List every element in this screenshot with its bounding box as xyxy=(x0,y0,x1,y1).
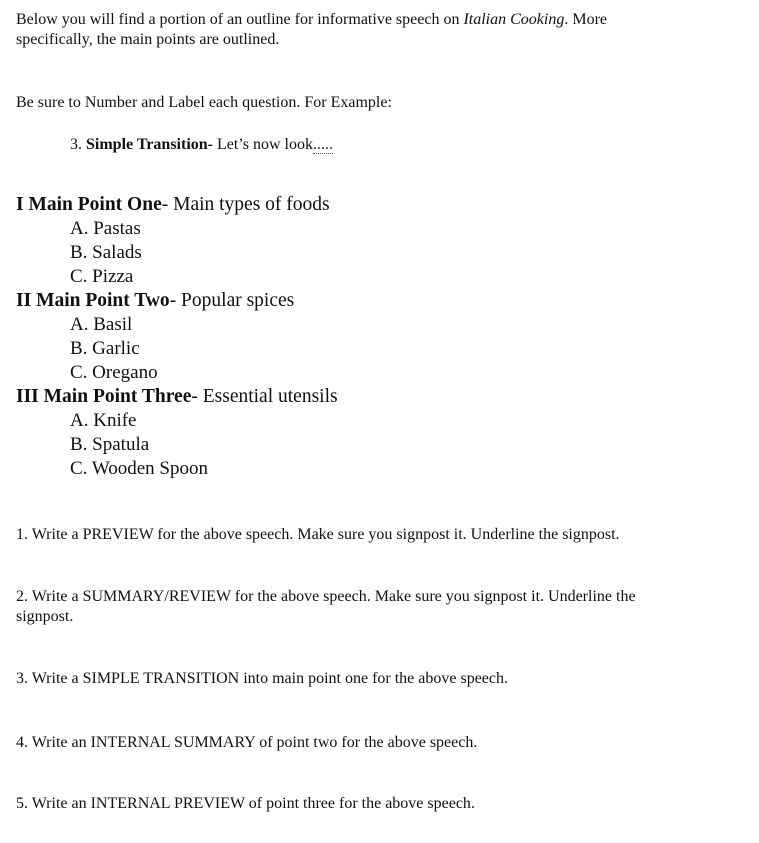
sub-point: A. Pastas xyxy=(70,218,141,239)
intro-line-1 xyxy=(16,10,607,30)
main-point-title: II xyxy=(16,290,32,311)
sub-point: C. Pizza xyxy=(70,266,134,287)
main-point-desc: - Main types of foods xyxy=(161,194,330,215)
sub-point: B. Garlic xyxy=(70,338,140,359)
intro-text-end: . More xyxy=(564,11,607,28)
question-5: 5. Write an INTERNAL PREVIEW of point three for the above speech. xyxy=(16,795,475,812)
example-label: Simple Transition- xyxy=(86,136,213,153)
sub-point: B. Salads xyxy=(70,242,142,263)
main-point-title: Main Point Two xyxy=(36,290,170,311)
main-point-title: III xyxy=(16,386,39,407)
question-1: 1. Write a PREVIEW for the above speech. Make sure you signpost it. Underline the signpost. xyxy=(16,526,620,543)
example-number: 3. xyxy=(70,136,86,153)
question-3: 3. Write a SIMPLE TRANSITION into main point one for the above speech. xyxy=(16,670,509,687)
sub-point: A. Basil xyxy=(70,314,133,335)
example xyxy=(70,135,333,155)
main-point-desc: - Essential utensils xyxy=(191,386,338,407)
sub-point: B. Spatula xyxy=(70,434,150,455)
main-point-title: Main Point One xyxy=(28,194,162,215)
sub-point: A. Knife xyxy=(70,410,137,431)
main-point xyxy=(16,385,338,409)
main-point xyxy=(16,193,330,217)
question-2: 2. Write a SUMMARY/REVIEW for the above speech. Make sure you signpost it. Underline the xyxy=(16,588,636,605)
example-text: Let’s now look xyxy=(212,136,313,153)
main-point xyxy=(16,289,294,313)
main-point-title: Main Point Three xyxy=(43,386,192,407)
question-4: 4. Write an INTERNAL SUMMARY of point two for the above speech. xyxy=(16,734,478,751)
intro-topic: Italian Cooking xyxy=(463,11,565,28)
example-dots: ..... xyxy=(312,136,333,153)
sub-point: C. Oregano xyxy=(70,362,158,383)
intro-text: Below you will find a portion of an outline for informative speech on xyxy=(16,11,464,28)
sub-point: C. Wooden Spoon xyxy=(70,458,208,479)
intro-line-2: specifically, the main points are outlined. xyxy=(16,31,280,48)
question-2-cont: signpost. xyxy=(16,608,74,625)
instruction: Be sure to Number and Label each question. For Example: xyxy=(16,94,392,111)
main-point-title: I xyxy=(16,194,24,215)
main-point-desc: - Popular spices xyxy=(169,290,295,311)
